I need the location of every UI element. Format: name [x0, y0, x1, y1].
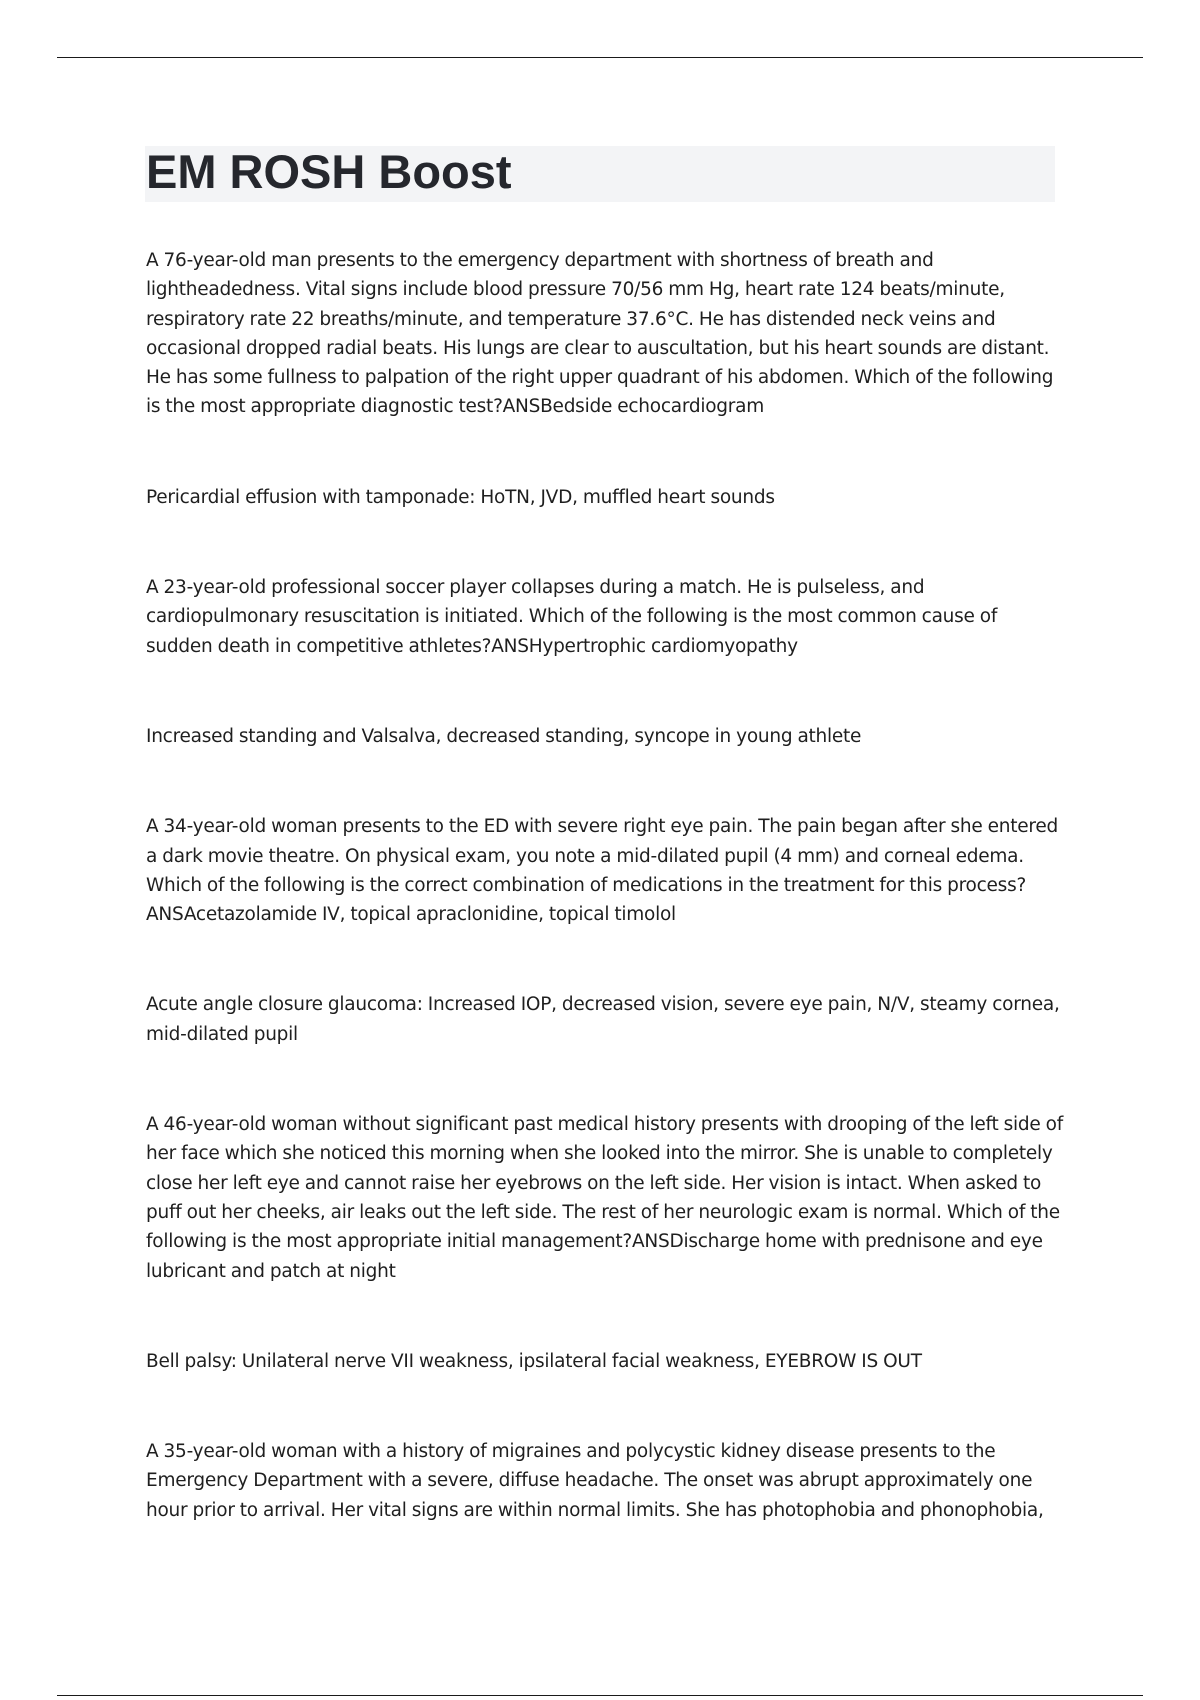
answer-note: Bell palsy: Unilateral nerve VII weakness, ipsilateral facial weakness, EYEBROW IS OUT: [146, 1350, 922, 1372]
answer-note: Acute angle closure glaucoma: Increased IOP, decreased vision, severe eye pain, N/V, steamy cornea, mid-dilated pupil: [146, 994, 1060, 1045]
question-entry: A 76-year-old man presents to the emergency department with shortness of breath and lightheadedness. Vital signs include blood pressure 70/56 mm Hg, heart rate 124 beats/minute, respiratory rate 22 breaths/minute, and temperature 37.6°C. He has distended neck veins and occasional dropped radial beats. His lungs are clear to auscultation, but his heart sounds are distant. He has some fullness to palpation of the right upper quadrant of his abdomen. Which of the following is the most appropriate diagnostic test?ANSBedside echocardiogram: [146, 250, 1054, 418]
answer-note: Pericardial effusion with tamponade: HoTN, JVD, muffled heart sounds: [146, 486, 775, 508]
question-entry: A 23-year-old professional soccer player collapses during a match. He is pulseless, and cardiopulmonary resuscitation is initiated. Which of the following is the most common cause of sudden death in competitive athletes?ANSHypertrophic cardiomyopathy: [146, 577, 998, 657]
question-entry: A 34-year-old woman presents to the ED with severe right eye pain. The pain began after she entered a dark movie theatre. On physical exam, you note a mid-dilated pupil (4 mm) and corneal edema. Which of the following is the correct combination of medications in the treatment for this process?ANSAcetazolamide IV, topical apraclonidine, topical timolol: [146, 816, 1058, 926]
question-entry: A 46-year-old woman without significant past medical history presents with drooping of the left side of her face which she noticed this morning when she looked into the mirror. She is unable to completely close her left eye and cannot raise her eyebrows on the left side. Her vision is intact. When asked to puff out her cheeks, air leaks out the left side. The rest of her neurologic exam is normal. Which of the following is the most appropriate initial management?ANSDischarge home with prednisone and eye lubricant and patch at night: [146, 1114, 1063, 1282]
answer-note: Increased standing and Valsalva, decreased standing, syncope in young athlete: [146, 725, 862, 747]
bottom-divider: [57, 1695, 1143, 1696]
document-title: EM ROSH Boost: [146, 145, 512, 198]
question-entry: A 35-year-old woman with a history of migraines and polycystic kidney disease presents to the Emergency Department with a severe, diffuse headache. The onset was abrupt approximately one hour prior to arrival. Her vital signs are within normal limits. She has photophobia and phonophobia,: [146, 1441, 1044, 1521]
top-divider: [57, 57, 1143, 58]
document-body: [146, 246, 1066, 1586]
